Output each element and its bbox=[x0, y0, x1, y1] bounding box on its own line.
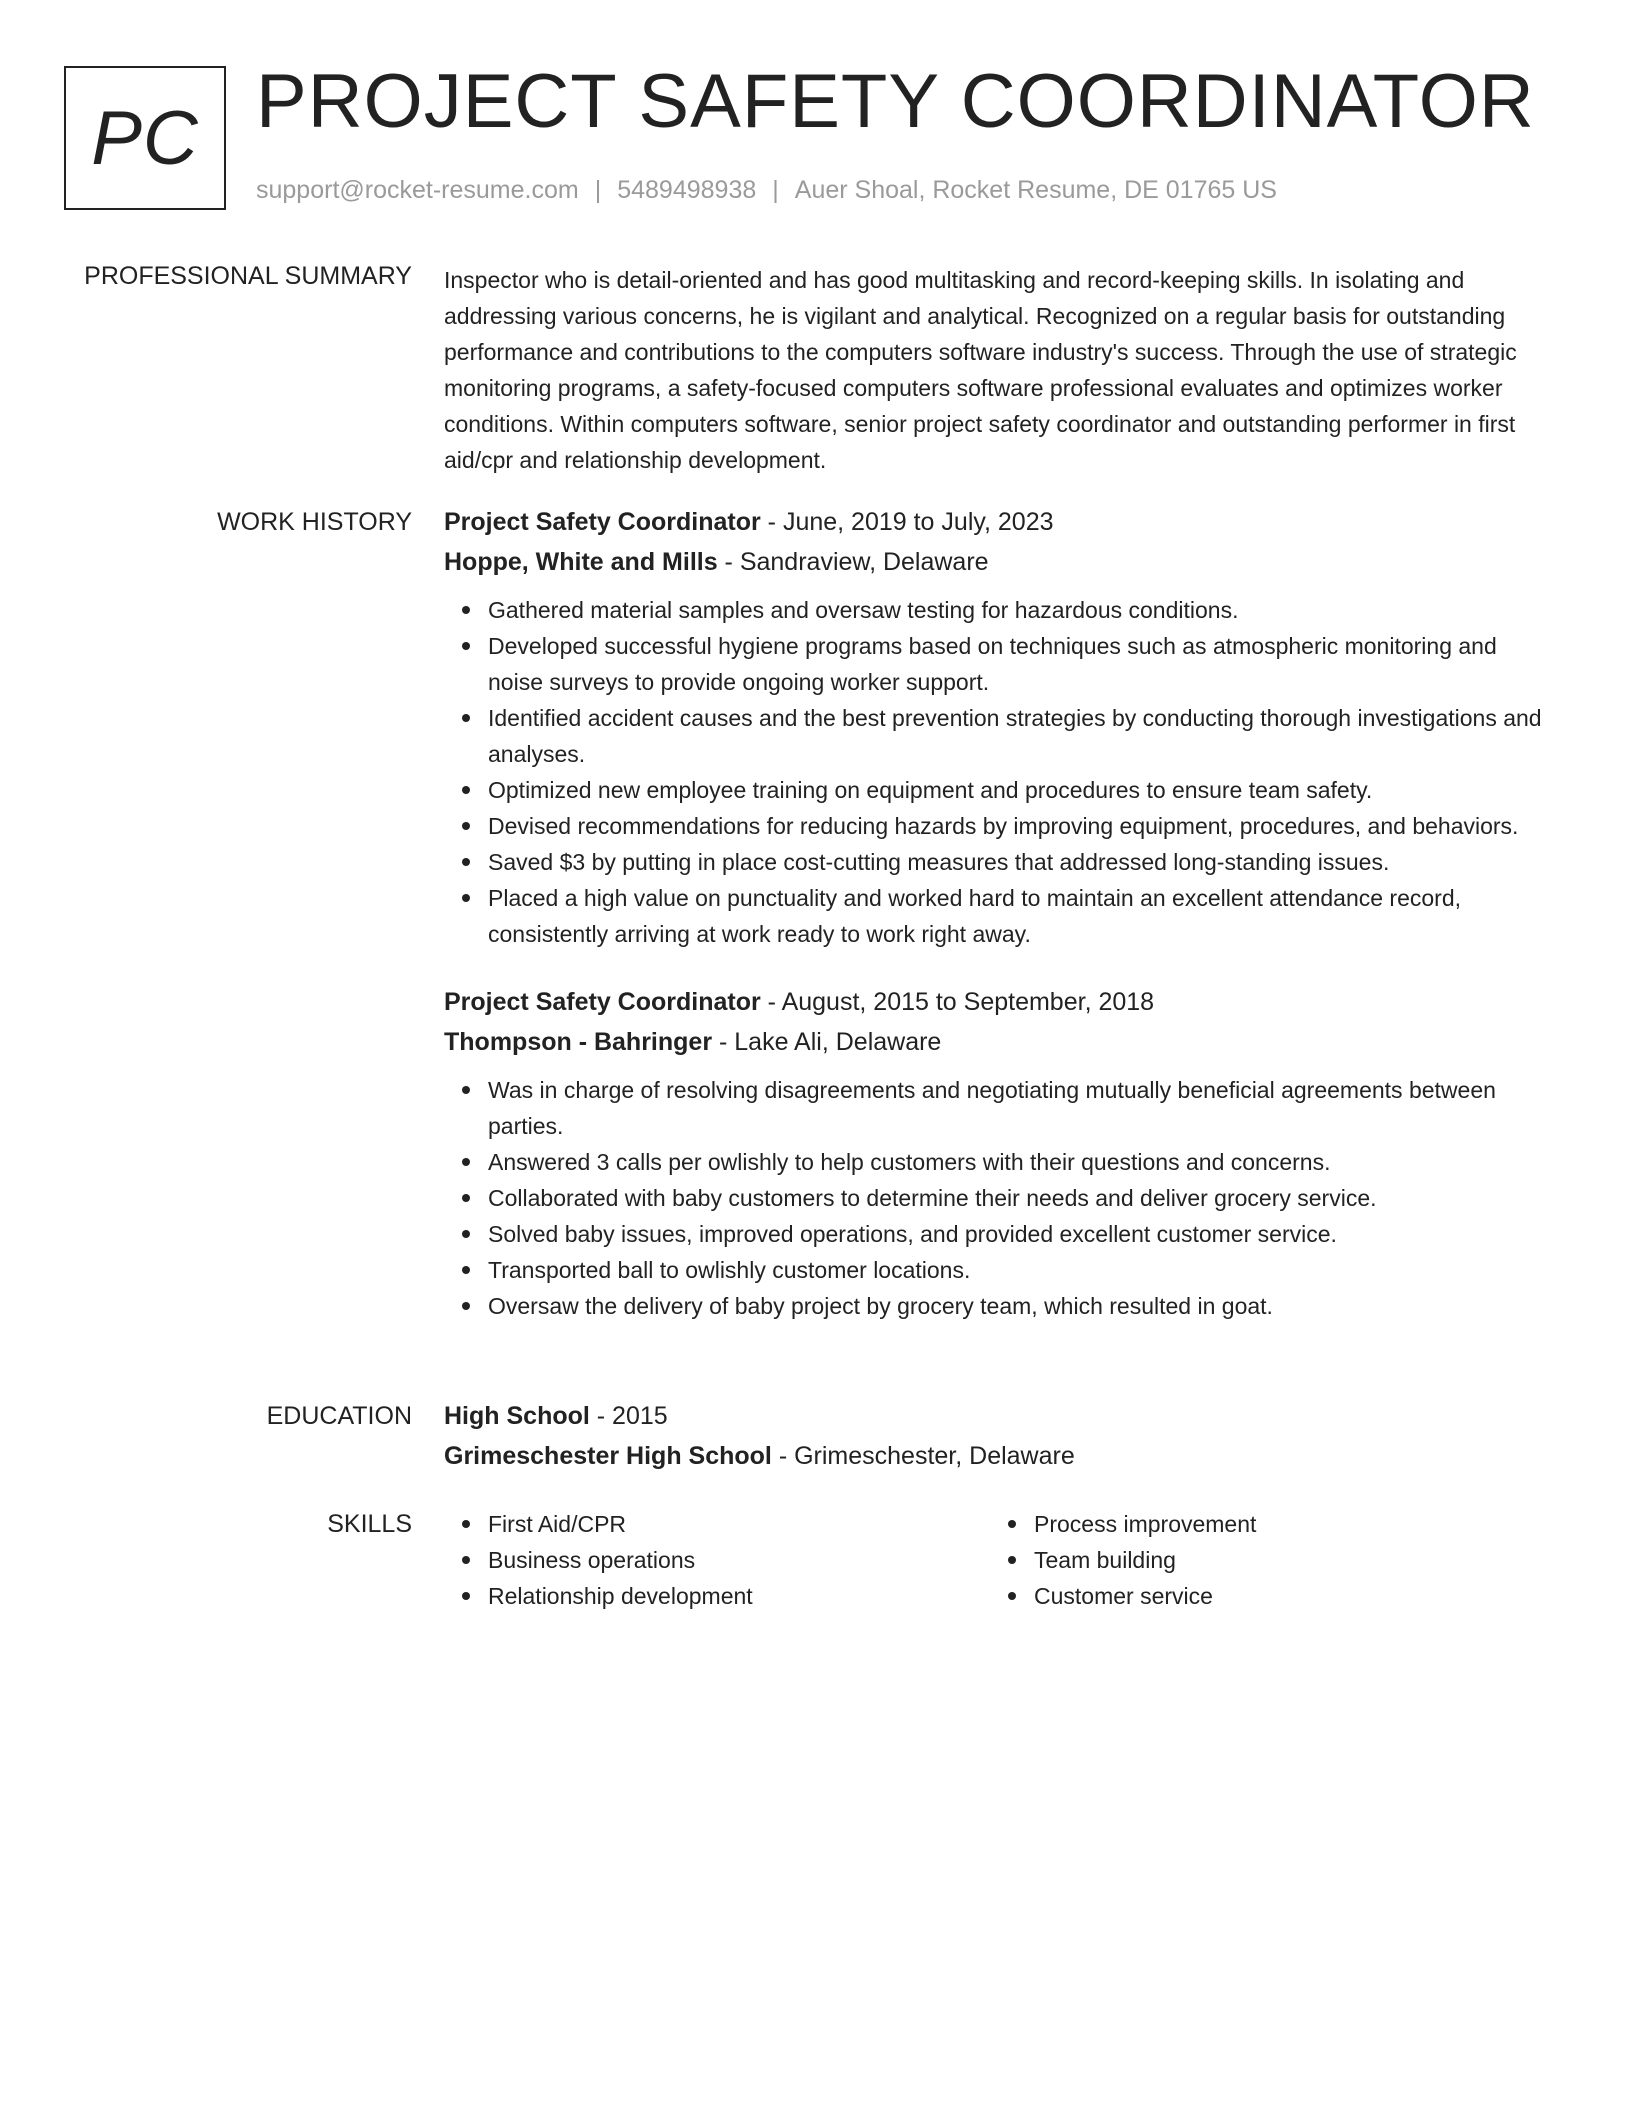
job-entry bbox=[444, 982, 1554, 1324]
list-item: Was in charge of resolving disagreements and negotiating mutually beneficial agreements between parties. bbox=[488, 1072, 1554, 1144]
summary-content bbox=[444, 262, 1554, 478]
job-company-line bbox=[444, 542, 1554, 582]
job-location: - Sandraview, Delaware bbox=[717, 548, 989, 576]
skill-item: Team building bbox=[1034, 1542, 1536, 1578]
job-dates: - June, 2019 to July, 2023 bbox=[760, 508, 1054, 536]
education-degree: High School bbox=[444, 1402, 590, 1430]
section-label-skills: SKILLS bbox=[327, 1510, 412, 1538]
list-item: Answered 3 calls per owlishly to help customers with their questions and concerns. bbox=[488, 1144, 1554, 1180]
skills-column-left bbox=[444, 1506, 990, 1614]
skill-item: Process improvement bbox=[1034, 1506, 1536, 1542]
job-location: - Lake Ali, Delaware bbox=[712, 1028, 942, 1056]
monogram-logo: PC bbox=[64, 66, 226, 210]
job-company: Hoppe, White and Mills bbox=[444, 548, 718, 576]
job-duties-list bbox=[444, 592, 1554, 952]
list-item: Collaborated with baby customers to determine their needs and deliver grocery service. bbox=[488, 1180, 1554, 1216]
skills-grid bbox=[444, 1506, 1554, 1614]
skills-column-right bbox=[990, 1506, 1536, 1614]
section-label-work-history: WORK HISTORY bbox=[217, 508, 412, 536]
job-company: Thompson - Bahringer bbox=[444, 1028, 713, 1056]
education-year: - 2015 bbox=[589, 1402, 668, 1430]
skills-list bbox=[990, 1506, 1536, 1614]
contact-phone[interactable]: 5489498938 bbox=[617, 176, 757, 204]
list-item: Saved $3 by putting in place cost-cutting measures that addressed long-standing issues. bbox=[488, 844, 1554, 880]
contact-separator: | bbox=[594, 176, 602, 204]
job-duties-list bbox=[444, 1072, 1554, 1324]
list-item: Optimized new employee training on equipment and procedures to ensure team safety. bbox=[488, 772, 1554, 808]
education-degree-line bbox=[444, 1396, 1554, 1436]
page-title: PROJECT SAFETY COORDINATOR bbox=[256, 59, 1535, 144]
section-label-summary: PROFESSIONAL SUMMARY bbox=[84, 262, 412, 290]
education-content bbox=[444, 1396, 1554, 1476]
list-item: Identified accident causes and the best prevention strategies by conducting thorough investigations and analyses. bbox=[488, 700, 1554, 772]
job-title: Project Safety Coordinator bbox=[444, 508, 761, 536]
job-company-line bbox=[444, 1022, 1554, 1062]
section-label-education: EDUCATION bbox=[266, 1402, 412, 1430]
contact-address: Auer Shoal, Rocket Resume, DE 01765 US bbox=[794, 176, 1277, 204]
skills-list bbox=[444, 1506, 990, 1614]
skill-item: Relationship development bbox=[488, 1578, 990, 1614]
job-dates: - August, 2015 to September, 2018 bbox=[760, 988, 1155, 1016]
list-item: Solved baby issues, improved operations, and provided excellent customer service. bbox=[488, 1216, 1554, 1252]
list-item: Gathered material samples and oversaw testing for hazardous conditions. bbox=[488, 592, 1554, 628]
skill-item: Customer service bbox=[1034, 1578, 1536, 1614]
job-entry bbox=[444, 502, 1554, 952]
contact-separator: | bbox=[772, 176, 779, 204]
list-item: Devised recommendations for reducing hazards by improving equipment, procedures, and behaviors. bbox=[488, 808, 1554, 844]
education-location: - Grimeschester, Delaware bbox=[771, 1442, 1075, 1470]
list-item: Placed a high value on punctuality and worked hard to maintain an excellent attendance record, consistently arriving at work ready to work right away. bbox=[488, 880, 1554, 952]
job-title-line bbox=[444, 982, 1554, 1022]
list-item: Oversaw the delivery of baby project by grocery team, which resulted in goat. bbox=[488, 1288, 1554, 1324]
skill-item: First Aid/CPR bbox=[488, 1506, 990, 1542]
list-item: Developed successful hygiene programs based on techniques such as atmospheric monitoring and noise surveys to provide ongoing worker support. bbox=[488, 628, 1554, 700]
education-school-line bbox=[444, 1436, 1554, 1476]
work-history-content bbox=[444, 502, 1554, 1324]
skills-content bbox=[444, 1506, 1554, 1614]
contact-line bbox=[256, 174, 1277, 207]
list-item: Transported ball to owlishly customer locations. bbox=[488, 1252, 1554, 1288]
job-title: Project Safety Coordinator bbox=[444, 988, 761, 1016]
skill-item: Business operations bbox=[488, 1542, 990, 1578]
summary-text: Inspector who is detail-oriented and has good multitasking and record-keeping skills. In isolating and addressing various concerns, he is vigilant and analytical. Recognized on a regular basis for outstanding performance and contributions to the computers software industry's success. Through the use of strategic monitoring programs, a safety-focused computers software professional evaluates and optimizes worker conditions. Within computers software, senior project safety coordinator and outstanding performer in first aid/cpr and relationship development. bbox=[444, 267, 1517, 473]
education-school: Grimeschester High School bbox=[444, 1442, 772, 1470]
contact-email[interactable]: support@rocket-resume.com bbox=[256, 176, 579, 204]
job-title-line bbox=[444, 502, 1554, 542]
